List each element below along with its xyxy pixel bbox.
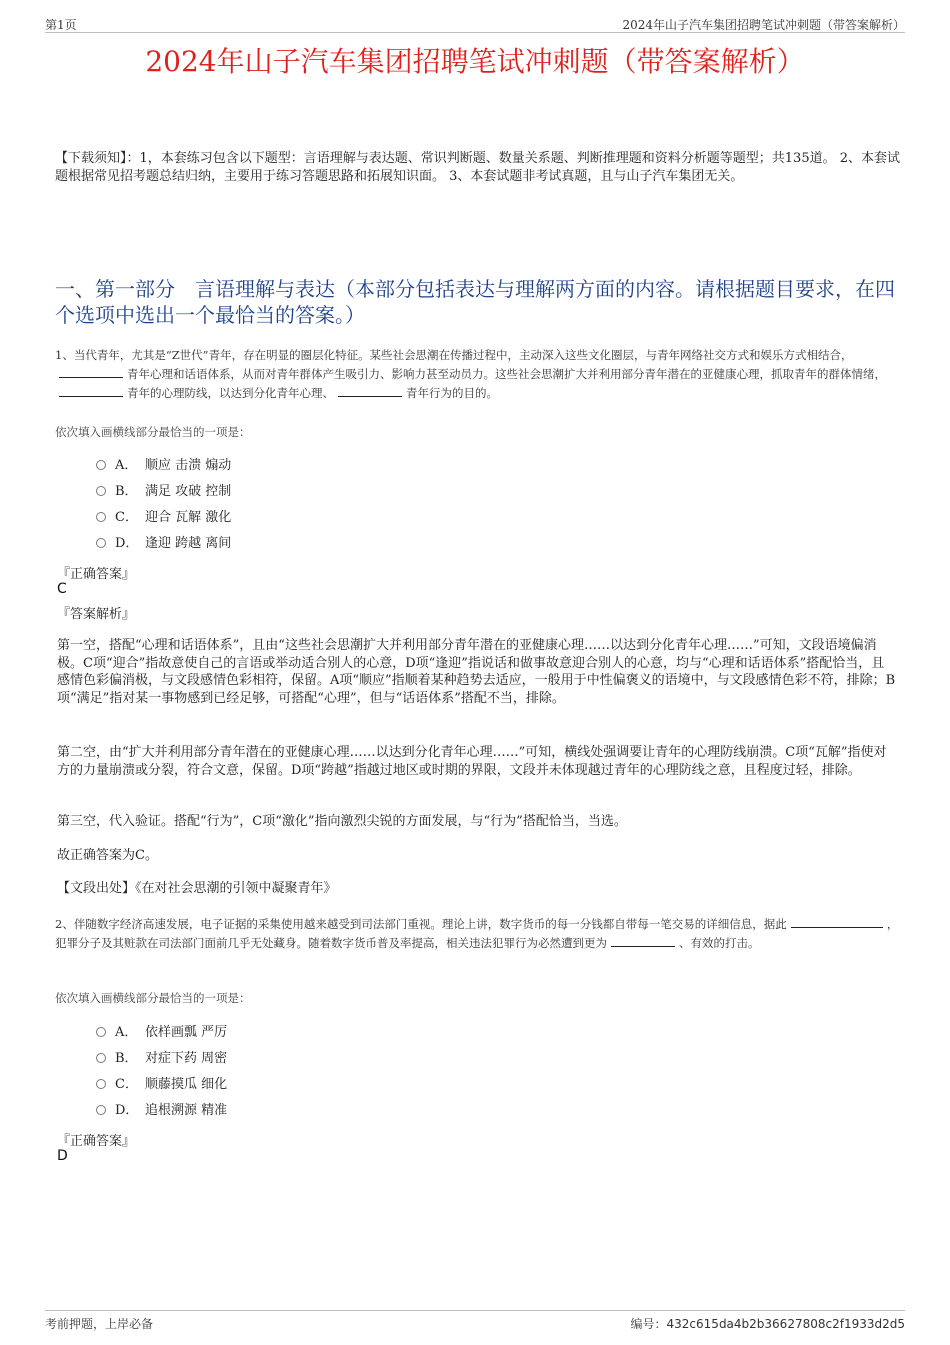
q1-option-c[interactable]: C． 迎合 瓦解 激化 [96, 509, 231, 527]
blank-line [338, 386, 402, 397]
q1-option-b[interactable]: B． 满足 攻破 控制 [96, 483, 231, 501]
correct-answer-label: 『正确答案』 [57, 1134, 136, 1149]
q2-option-b[interactable]: B． 对症下药 周密 [96, 1050, 227, 1068]
question-2-prompt: 依次填入画横线部分最恰当的一项是： [55, 991, 251, 1005]
passage-source: 【文段出处】《在对社会思潮的引领中凝聚青年》 [57, 881, 337, 896]
q2-option-d[interactable]: D． 追根溯源 精准 [96, 1102, 227, 1120]
question-1-text: 1、当代青年，尤其是“Z世代”青年，存在明显的圈层化特征。某些社会思潮在传播过程中，主动深入这些文化圈层，与青年网络社交方式和娱乐方式相结合，青年心理和话语体系，从而对青年群体产生吸引力、影响力甚至动员力。这些社会思潮扩大并利用部分青年潜在的亚健康心理，抓取青年的群体情绪，青年的心理防线，以达到分化青年心理、 青年行为的目的。 [55, 348, 886, 400]
radio-icon[interactable] [96, 1053, 106, 1063]
blank-line [611, 936, 675, 947]
page-header [45, 16, 905, 33]
analysis-label: 『答案解析』 [57, 607, 136, 622]
analysis-paragraph-2: 第二空，由“扩大并利用部分青年潜在的亚健康心理……以达到分化青年心理……”可知，横线处强调要让青年的心理防线崩溃。C项“瓦解”指使对方的力量崩溃或分裂，符合文意，保留。D项“跨越”指越过地区或时期的界限，文段并未体现越过青年的心理防线之意，且程度过轻，排除。 [57, 745, 887, 778]
blank-line [59, 386, 123, 397]
radio-icon[interactable] [96, 460, 106, 470]
radio-icon[interactable] [96, 1105, 106, 1115]
page-number: 第1页 [45, 18, 77, 32]
radio-icon[interactable] [96, 538, 106, 548]
q1-option-d[interactable]: D． 逢迎 跨越 离间 [96, 535, 231, 553]
section-heading: 一、第一部分 言语理解与表达（本部分包括表达与理解两方面的内容。请根据题目要求，在四个选项中选出一个最恰当的答案。） [55, 277, 895, 327]
blank-line [791, 917, 883, 928]
footer-slogan: 考前押题，上岸必备 [45, 1317, 154, 1331]
footer-code: 编号：432c615da4b2b36627808c2f1933d2d5 [630, 1317, 905, 1331]
radio-icon[interactable] [96, 1079, 106, 1089]
page-footer [45, 1310, 905, 1331]
analysis-conclusion: 故正确答案为C。 [57, 848, 158, 863]
correct-answer-label: 『正确答案』 [57, 567, 136, 582]
document-title: 2024年山子汽车集团招聘笔试冲刺题（带答案解析） [145, 45, 805, 78]
question-2-text: 2、伴随数字经济高速发展，电子证据的采集使用越来越受到司法部门重视。理论上讲，数字货币的每一分钱都自带每一笔交易的详细信息，据此 ，犯罪分子及其赃款在司法部门面前几乎无处藏身。随着数字货币普及率提高，相关违法犯罪行为必然遭到更为 、有效的打击。 [55, 917, 899, 950]
analysis-paragraph-1: 第一空，搭配“心理和话语体系”，且由“这些社会思潮扩大并利用部分青年潜在的亚健康心理……以达到分化青年心理……”可知，文段语境偏消极。C项“迎合”指故意使自己的言语或举动适合别人的心意，D项“逢迎”指说话和做事故意迎合别人的心意，均与“心理和话语体系”搭配恰当，且感情色彩偏消极，与文段感情色彩相符，保留。A项“顺应”指顺着某种趋势去适应，一般用于中性偏褒义的语境中，与文段感情色彩不符，排除；B项“满足”指对某一事物感到已经足够，可搭配“心理”，但与“话语体系”搭配不当，排除。 [57, 638, 896, 706]
radio-icon[interactable] [96, 512, 106, 522]
q2-option-c[interactable]: C． 顺藤摸瓜 细化 [96, 1076, 227, 1094]
question-1-prompt: 依次填入画横线部分最恰当的一项是： [55, 425, 251, 439]
radio-icon[interactable] [96, 486, 106, 496]
correct-answer: D [57, 1148, 68, 1164]
header-doc-title: 2024年山子汽车集团招聘笔试冲刺题（带答案解析） [622, 18, 905, 32]
radio-icon[interactable] [96, 1027, 106, 1037]
analysis-paragraph-3: 第三空，代入验证。搭配“行为”，C项“激化”指向激烈尖锐的方面发展，与“行为”搭配恰当，当选。 [57, 814, 627, 829]
q1-option-a[interactable]: A． 顺应 击溃 煽动 [96, 457, 231, 475]
correct-answer: C [57, 581, 67, 597]
blank-line [59, 367, 123, 378]
q2-option-a[interactable]: A． 依样画瓢 严厉 [96, 1024, 227, 1042]
download-notice: 【下载须知】：1，本套练习包含以下题型：言语理解与表达题、常识判断题、数量关系题、判断推理题和资料分析题等题型；共135道。 2、本套试题根据常见招考题总结归纳，主要用于练习答题思路和拓展知识面。 3、本套试题非考试真题，且与山子汽车集团无关。 [55, 151, 900, 184]
